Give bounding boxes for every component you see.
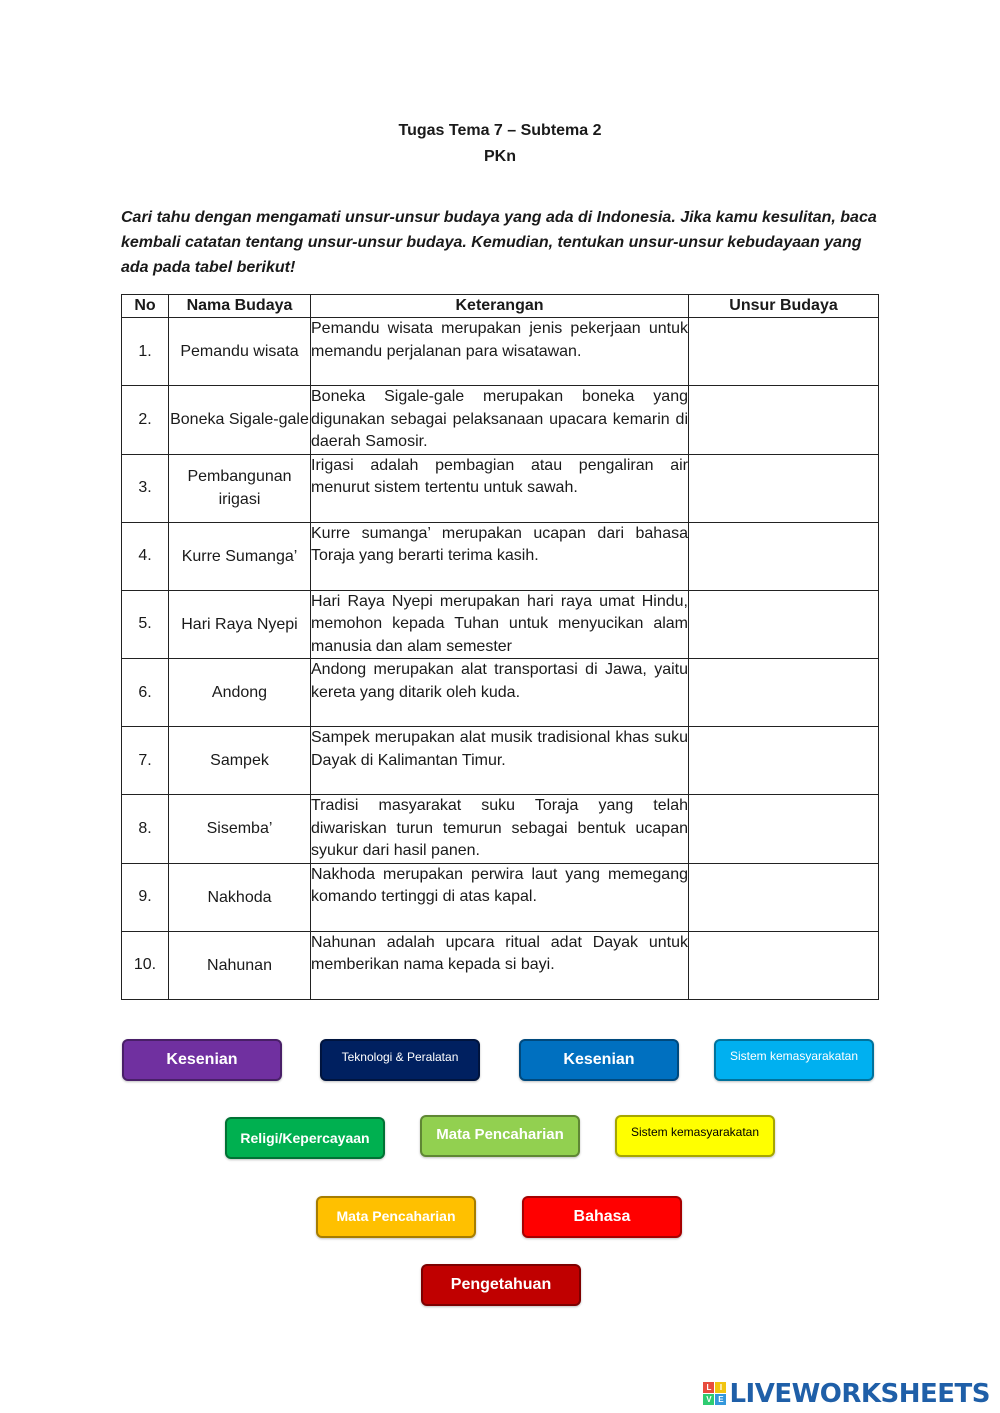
culture-table xyxy=(121,294,879,1000)
culture-description: Kurre sumanga’ merupakan ucapan dari bahasa Toraja yang berarti terima kasih. xyxy=(311,522,689,590)
culture-description: Nahunan adalah upcara ritual adat Dayak untuk memberikan nama kepada si bayi. xyxy=(311,931,689,999)
culture-description: Hari Raya Nyepi merupakan hari raya umat Hindu, memohon kepada Tuhan untuk menyucikan alam manusia dan alam semester xyxy=(311,590,689,659)
answer-chip-bahasa[interactable]: Bahasa xyxy=(522,1196,682,1238)
table-row xyxy=(122,863,879,931)
unsur-drop-zone[interactable] xyxy=(689,318,879,386)
answer-chip-religi-kepercayaan[interactable]: Religi/Kepercayaan xyxy=(225,1117,385,1159)
header-keterangan: Keterangan xyxy=(311,295,689,318)
row-number: 7. xyxy=(122,727,169,795)
culture-name: Pembangunan irigasi xyxy=(169,454,311,522)
table-row xyxy=(122,318,879,386)
culture-description: Pemandu wisata merupakan jenis pekerjaan untuk memandu perjalanan para wisatawan. xyxy=(311,318,689,386)
answer-chip-pengetahuan[interactable]: Pengetahuan xyxy=(421,1264,581,1306)
culture-description: Tradisi masyarakat suku Toraja yang telah diwariskan turun temurun sebagai bentuk ucapan syukur dari hasil panen. xyxy=(311,795,689,864)
culture-description: Irigasi adalah pembagian atau pengaliran air menurut sistem tertentu untuk sawah. xyxy=(311,454,689,522)
table-row xyxy=(122,727,879,795)
unsur-drop-zone[interactable] xyxy=(689,454,879,522)
brand-name: LIVEWORKSHEETS xyxy=(729,1379,990,1409)
unsur-drop-zone[interactable] xyxy=(689,386,879,455)
row-number: 4. xyxy=(122,522,169,590)
table-row xyxy=(122,795,879,864)
worksheet-title: Tugas Tema 7 – Subtema 2 xyxy=(398,122,602,139)
culture-name: Nahunan xyxy=(169,931,311,999)
answer-chip-kesenian[interactable]: Kesenian xyxy=(122,1039,282,1081)
worksheet-subject: PKn xyxy=(484,148,516,165)
table-row xyxy=(122,454,879,522)
answer-chip-kesenian[interactable]: Kesenian xyxy=(519,1039,679,1081)
instruction-text: Cari tahu dengan mengamati unsur-unsur budaya yang ada di Indonesia. Jika kamu kesulitan, baca kembali catatan tentang unsur-unsur budaya. Kemudian, tentukan unsur-unsur kebudayaan yang ada pada tabel berikut! xyxy=(121,209,877,276)
culture-description: Andong merupakan alat transportasi di Jawa, yaitu kereta yang ditarik oleh kuda. xyxy=(311,659,689,727)
culture-name: Sampek xyxy=(169,727,311,795)
culture-name: Sisemba’ xyxy=(169,795,311,864)
unsur-drop-zone[interactable] xyxy=(689,795,879,864)
liveworksheets-logo xyxy=(703,1380,990,1408)
header-no: No xyxy=(122,295,169,318)
culture-name: Boneka Sigale-gale xyxy=(169,386,311,455)
unsur-drop-zone[interactable] xyxy=(689,931,879,999)
answer-chip-mata-pencaharian[interactable]: Mata Pencaharian xyxy=(420,1115,580,1157)
row-number: 1. xyxy=(122,318,169,386)
unsur-drop-zone[interactable] xyxy=(689,863,879,931)
liveworksheets-mark-icon: L I V E xyxy=(703,1382,727,1406)
table-row xyxy=(122,386,879,455)
unsur-drop-zone[interactable] xyxy=(689,659,879,727)
answer-chip-sistem-kemasyarakatan[interactable]: Sistem kemasyarakatan xyxy=(615,1115,775,1157)
row-number: 8. xyxy=(122,795,169,864)
row-number: 10. xyxy=(122,931,169,999)
answer-chip-mata-pencaharian[interactable]: Mata Pencaharian xyxy=(316,1196,476,1238)
row-number: 2. xyxy=(122,386,169,455)
header-nama-budaya: Nama Budaya xyxy=(169,295,311,318)
row-number: 6. xyxy=(122,659,169,727)
table-row xyxy=(122,590,879,659)
culture-description: Sampek merupakan alat musik tradisional khas suku Dayak di Kalimantan Timur. xyxy=(311,727,689,795)
table-row xyxy=(122,659,879,727)
culture-name: Nakhoda xyxy=(169,863,311,931)
row-number: 5. xyxy=(122,590,169,659)
culture-name: Kurre Sumanga’ xyxy=(169,522,311,590)
row-number: 9. xyxy=(122,863,169,931)
table-row xyxy=(122,931,879,999)
table-header-row xyxy=(122,295,879,318)
answer-chip-teknologi-peralatan[interactable]: Teknologi & Peralatan xyxy=(320,1039,480,1081)
table-row xyxy=(122,522,879,590)
unsur-drop-zone[interactable] xyxy=(689,522,879,590)
culture-description: Boneka Sigale-gale merupakan boneka yang digunakan sebagai pelaksanaan upacara kemarin di daerah Samosir. xyxy=(311,386,689,455)
culture-description: Nakhoda merupakan perwira laut yang memegang komando tertinggi di atas kapal. xyxy=(311,863,689,931)
unsur-drop-zone[interactable] xyxy=(689,590,879,659)
answer-chip-sistem-kemasyarakatan[interactable]: Sistem kemasyarakatan xyxy=(714,1039,874,1081)
unsur-drop-zone[interactable] xyxy=(689,727,879,795)
culture-name: Andong xyxy=(169,659,311,727)
header-unsur-budaya: Unsur Budaya xyxy=(689,295,879,318)
culture-name: Hari Raya Nyepi xyxy=(169,590,311,659)
row-number: 3. xyxy=(122,454,169,522)
culture-name: Pemandu wisata xyxy=(169,318,311,386)
